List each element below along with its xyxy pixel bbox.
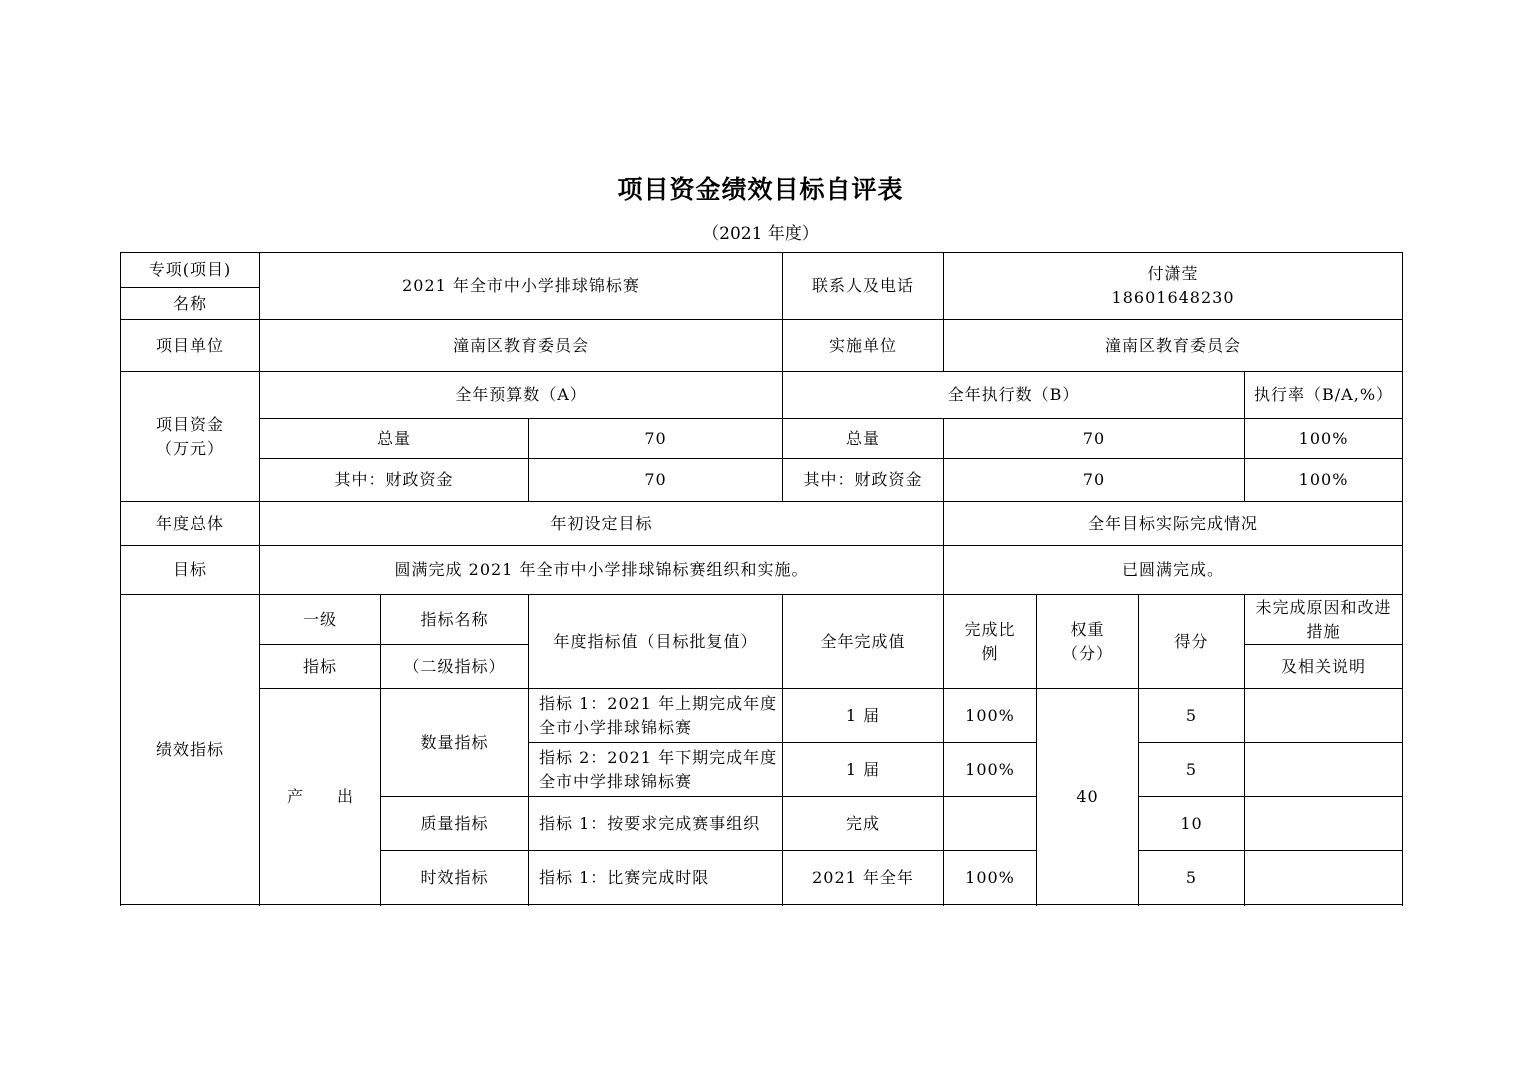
indicator-score: 5: [1139, 743, 1245, 797]
contact-cell: [944, 253, 1403, 320]
goals-set-header: 年初设定目标: [260, 502, 944, 546]
indicator-actual: 1 届: [783, 743, 944, 797]
impl-unit-value: 潼南区教育委员会: [944, 320, 1403, 372]
indicator-ratio: 100%: [944, 743, 1037, 797]
indicator-target: 指标 1：按要求完成赛事组织: [529, 797, 783, 851]
funds-row-fiscal-budget: 70: [529, 459, 783, 502]
funds-row-fiscal-rate: 100%: [1245, 459, 1403, 502]
rate-header: 执行率（B/A,%）: [1245, 372, 1403, 419]
project-name: 2021 年全市中小学排球锦标赛: [260, 253, 783, 320]
output-label-b: 出: [337, 786, 354, 806]
project-name-label-line2: 名称: [121, 288, 260, 320]
header-name-b: （二级指标）: [381, 645, 529, 689]
indicator-score: 5: [1139, 851, 1245, 905]
contact-phone: 18601648230: [1111, 288, 1235, 307]
indicator-score: 5: [1139, 689, 1245, 743]
category-quantity: 数量指标: [381, 689, 529, 797]
output-label-a: 产: [286, 786, 303, 806]
header-actual: 全年完成值: [783, 595, 944, 689]
funds-row-total-budget: 70: [529, 419, 783, 459]
funds-label-line2: （万元）: [155, 438, 224, 458]
indicator-score: 10: [1139, 797, 1245, 851]
goals-actual-header: 全年目标实际完成情况: [944, 502, 1403, 546]
funds-row-total-exec-label: 总量: [783, 419, 944, 459]
indicator-reason: [1245, 743, 1403, 797]
goals-actual-value: 已圆满完成。: [944, 546, 1403, 595]
contact-label: 联系人及电话: [783, 253, 944, 320]
indicator-ratio: 100%: [944, 851, 1037, 905]
funds-label: [121, 372, 260, 502]
funds-row-fiscal-exec-label: 其中：财政资金: [783, 459, 944, 502]
indicator-reason: [1245, 851, 1403, 905]
budget-header: 全年预算数（A）: [260, 372, 783, 419]
output-label: [260, 689, 381, 905]
header-level1-b: 指标: [260, 645, 381, 689]
indicator-target: 指标 1：比赛完成时限: [529, 851, 783, 905]
header-name-a: 指标名称: [381, 595, 529, 645]
funds-row-fiscal-label: 其中：财政资金: [260, 459, 529, 502]
indicator-actual: 1 届: [783, 689, 944, 743]
funds-row-fiscal-exec: 70: [944, 459, 1245, 502]
contact-name: 付潇莹: [1147, 264, 1199, 283]
project-unit-label: 项目单位: [121, 320, 260, 372]
category-quality: 质量指标: [381, 797, 529, 851]
document-title: 项目资金绩效目标自评表: [617, 175, 904, 204]
header-reason-a: 未完成原因和改进措施: [1245, 595, 1403, 645]
header-level1-a: 一级: [260, 595, 381, 645]
header-reason-b: 及相关说明: [1245, 645, 1403, 689]
header-ratio: 完成比例: [944, 595, 1037, 689]
indicator-target: 指标 1：2021 年上期完成年度全市小学排球锦标赛: [529, 689, 783, 743]
indicator-actual: 2021 年全年: [783, 851, 944, 905]
document-year: （2021 年度）: [702, 224, 819, 244]
funds-label-line1: 项目资金: [155, 414, 224, 434]
funds-row-total-rate: 100%: [1245, 419, 1403, 459]
goals-label-line1: 年度总体: [121, 502, 260, 546]
goals-set-value: 圆满完成 2021 年全市中小学排球锦标赛组织和实施。: [260, 546, 944, 595]
indicator-target: 指标 2：2021 年下期完成年度全市中学排球锦标赛: [529, 743, 783, 797]
funds-row-total-label: 总量: [260, 419, 529, 459]
project-name-label-line1: 专项(项目): [121, 253, 260, 288]
indicator-ratio: 100%: [944, 689, 1037, 743]
evaluation-table: [120, 252, 1403, 905]
funds-row-total-exec: 70: [944, 419, 1245, 459]
category-timeliness: 时效指标: [381, 851, 529, 905]
goals-label-line2: 目标: [121, 546, 260, 595]
indicator-actual: 完成: [783, 797, 944, 851]
indicator-reason: [1245, 797, 1403, 851]
header-weight: 权重（分）: [1037, 595, 1139, 689]
performance-label: 绩效指标: [121, 595, 260, 905]
header-target: 年度指标值（目标批复值）: [529, 595, 783, 689]
indicator-reason: [1245, 689, 1403, 743]
indicator-ratio: [944, 797, 1037, 851]
exec-header: 全年执行数（B）: [783, 372, 1245, 419]
header-score: 得分: [1139, 595, 1245, 689]
indicator-weight: 40: [1037, 689, 1139, 905]
project-unit-value: 潼南区教育委员会: [260, 320, 783, 372]
impl-unit-label: 实施单位: [783, 320, 944, 372]
